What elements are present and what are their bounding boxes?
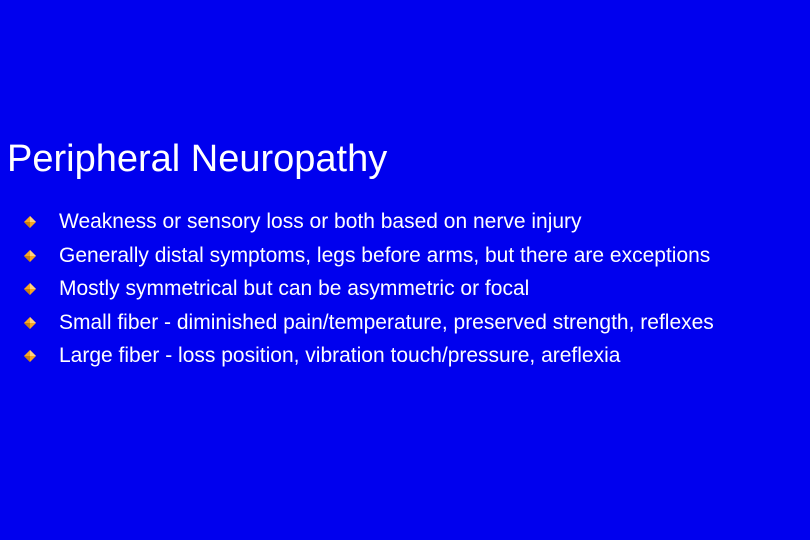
bullet-text: Large fiber - loss position, vibration touch/pressure, areflexia xyxy=(59,344,621,367)
slide-title: Peripheral Neuropathy xyxy=(7,138,388,180)
diamond-bullet-icon xyxy=(24,317,36,329)
bullet-list xyxy=(24,208,810,376)
bullet-item xyxy=(24,275,810,302)
diamond-bullet-icon xyxy=(24,216,36,228)
bullet-item xyxy=(24,342,810,369)
bullet-item xyxy=(24,208,810,235)
bullet-item xyxy=(24,309,759,336)
diamond-bullet-icon xyxy=(24,350,36,362)
diamond-bullet-icon xyxy=(24,283,36,295)
bullet-item xyxy=(24,242,810,269)
diamond-bullet-icon xyxy=(24,250,36,262)
bullet-text: Small fiber - diminished pain/temperature, preserved strength, reflexes xyxy=(59,310,714,334)
bullet-text: Weakness or sensory loss or both based on nerve injury xyxy=(59,210,582,233)
bullet-text: Mostly symmetrical but can be asymmetric or focal xyxy=(59,277,530,300)
bullet-text: Generally distal symptoms, legs before arms, but there are exceptions xyxy=(59,243,711,267)
